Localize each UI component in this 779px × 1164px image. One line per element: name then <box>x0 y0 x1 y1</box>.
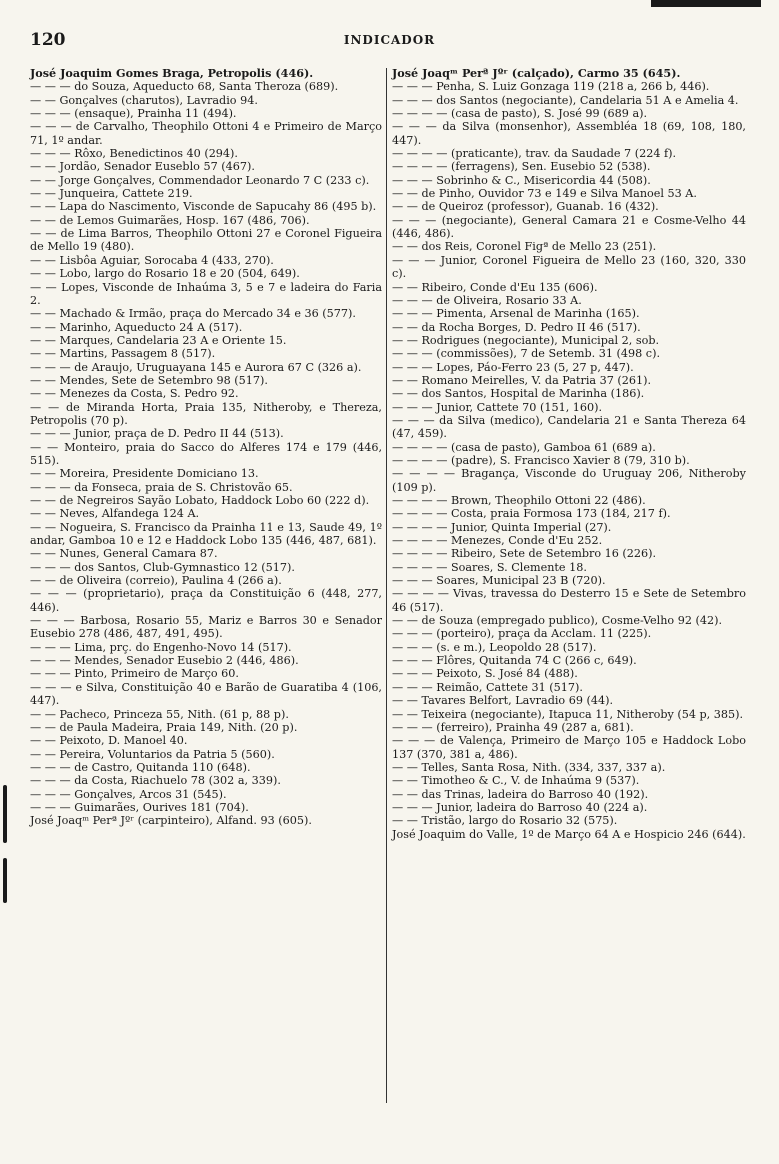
directory-entry: — — — — (praticante), trav. da Saudade 7 (224 f). <box>392 147 677 161</box>
directory-entry: — — — da Silva (medico), Candelaria 21 e Santa Thereza 64 (47, 459). <box>392 413 746 441</box>
directory-entry: — — Jordão, Senador Euseblo 57 (467). <box>30 160 255 174</box>
directory-entry: — — — (proprietario), praça da Constituição 6 (448, 277, 446). <box>30 587 382 614</box>
directory-entry: — — Gonçalves (charutos), Lavradio 94. <box>30 93 258 107</box>
directory-entry: — — — — (ferragens), Sen. Eusebio 52 (538). <box>392 160 651 174</box>
directory-entry: — — Junqueira, Cattete 219. <box>30 187 193 201</box>
directory-entry: — — — dos Santos (negociante), Candelaria 51 A e Amelia 4. <box>392 93 739 107</box>
directory-entry: — — da Rocha Borges, D. Pedro II 46 (517). <box>392 320 641 334</box>
directory-entry: — — — Soares, Municipal 23 B (720). <box>392 574 606 588</box>
directory-entry: — — — Mendes, Senador Eusebio 2 (446, 486). <box>30 654 299 668</box>
directory-entry: — — — e Silva, Constituição 40 e Barão de Guaratiba 4 (106, 447). <box>30 680 382 708</box>
directory-entry: — — de Miranda Horta, Praia 135, Nitheroby, e Thereza, Petropolis (70 p). <box>30 400 382 427</box>
directory-entry: — — — Lopes, Páo-Ferro 23 (5, 27 p, 447). <box>392 360 634 374</box>
directory-entry: — — Pereira, Voluntarios da Patria 5 (560). <box>30 747 275 761</box>
directory-entry: — — — — Brown, Theophilo Ottoni 22 (486). <box>392 494 646 507</box>
directory-entry: — — Lapa do Nascimento, Visconde de Sapucahy 86 (495 b). <box>30 200 377 214</box>
directory-entry: — — de Lima Barros, Theophilo Ottoni 27 e Coronel Figueira de Mello 19 (480). <box>30 227 382 254</box>
directory-entry: — — — da Silva (monsenhor), Assembléa 18 (69, 108, 180, 447). <box>392 120 746 147</box>
directory-entry: — — — — Soares, S. Clemente 18. <box>392 560 587 574</box>
directory-entry: — — de Oliveira (correio), Paulina 4 (266 a). <box>30 574 282 588</box>
directory-entry: — — de Paula Madeira, Praia 149, Nith. (20 p). <box>30 720 298 734</box>
right-column <box>392 67 746 841</box>
directory-entry: — — — Sobrinho & C., Misericordia 44 (508). <box>392 173 651 187</box>
directory-entry: — — — Peixoto, S. José 84 (488). <box>392 667 578 681</box>
directory-entry: — — dos Santos, Hospital de Marinha (186). <box>392 387 645 401</box>
directory-entry: — — Lobo, largo do Rosario 18 e 20 (504, 649). <box>30 267 300 281</box>
directory-entry: — — — (s. e m.), Leopoldo 28 (517). <box>392 640 597 654</box>
top-edge-rule <box>651 0 761 7</box>
directory-entry: José Joaquim do Valle, 1º de Março 64 A e Hospicio 246 (644). <box>392 827 746 841</box>
directory-entry: — — Teixeira (negociante), Itapuca 11, Nitheroby (54 p, 385). <box>392 707 744 721</box>
directory-entry: — — — Reimão, Cattete 31 (517). <box>392 680 583 694</box>
directory-entry: — — das Trinas, ladeira do Barroso 40 (192). <box>392 787 649 801</box>
directory-entry: — — Nogueira, S. Francisco da Prainha 11 e 13, Saude 49, 1º andar, Gamboa 10 e 12 e Haddock Lobo 135 (446, 487, 681). <box>30 520 382 548</box>
directory-entry: — — — — Bragança, Visconde do Uruguay 206, Nitheroby (109 p). <box>392 467 746 494</box>
directory-entry: — — — — Junior, Quinta Imperial (27). <box>392 520 612 534</box>
directory-entry: — — — da Fonseca, praia de S. Christovão 65. <box>30 480 293 494</box>
directory-entry: — — Marques, Candelaria 23 A e Oriente 15. <box>30 333 287 347</box>
directory-entry: — — — — (padre), S. Francisco Xavier 8 (79, 310 b). <box>392 453 690 467</box>
directory-entry: — — Moreira, Presidente Domiciano 13. <box>30 467 259 481</box>
directory-entry: — — — Junior, praça de D. Pedro II 44 (513). <box>30 427 284 441</box>
directory-entry: — — de Pinho, Ouvidor 73 e 149 e Silva Manoel 53 A. <box>392 187 697 201</box>
directory-entry: — — Peixoto, D. Manoel 40. <box>30 734 188 748</box>
directory-entry: — — — dos Santos, Club-Gymnastico 12 (517). <box>30 560 295 574</box>
directory-entry: — — — Rôxo, Benedictinos 40 (294). <box>30 147 238 161</box>
directory-entry: — — — — Ribeiro, Sete de Setembro 16 (226). <box>392 547 657 561</box>
directory-entry: — — Marinho, Aqueducto 24 A (517). <box>30 320 243 334</box>
directory-entry: — — — (ferreiro), Prainha 49 (287 a, 681). <box>392 720 634 734</box>
directory-entry: — — — Guimarães, Ourives 181 (704). <box>30 800 249 814</box>
directory-entry: — — Jorge Gonçalves, Commendador Leonardo 7 C (233 c). <box>30 173 370 187</box>
directory-entry: — — Martins, Passagem 8 (517). <box>30 347 216 361</box>
directory-entry: José Joaqᵐ Perª Jºʳ (carpinteiro), Alfand. 93 (605). <box>30 814 312 828</box>
directory-entry: — — Tristão, largo do Rosario 32 (575). <box>392 814 618 828</box>
directory-entry: — — — Gonçalves, Arcos 31 (545). <box>30 787 227 801</box>
directory-entry: José Joaquim Gomes Braga, Petropolis (446). <box>30 66 314 80</box>
directory-entry: — — de Negreiros Sayão Lobato, Haddock Lobo 60 (222 d). <box>30 494 370 507</box>
directory-entry: — — Tavares Belfort, Lavradio 69 (44). <box>392 694 614 708</box>
directory-entry: — — — de Carvalho, Theophilo Ottoni 4 e Primeiro de Março 71, 1º andar. <box>30 120 382 147</box>
column-divider <box>386 68 387 1103</box>
directory-entry: — — — (ensaque), Prainha 11 (494). <box>30 107 237 121</box>
directory-entry: — — — de Castro, Quitanda 110 (648). <box>30 760 251 774</box>
directory-entry: — — — (porteiro), praça da Acclam. 11 (225). <box>392 627 652 641</box>
directory-entry: — — — — (casa de pasto), S. José 99 (689 a). <box>392 107 648 121</box>
margin-bracket-mark <box>3 785 7 843</box>
directory-entry: — — — Flôres, Quitanda 74 C (266 c, 649). <box>392 654 637 668</box>
directory-entry: — — Menezes da Costa, S. Pedro 92. <box>30 387 239 401</box>
directory-entry: — — — — Menezes, Conde d'Eu 252. <box>392 534 603 548</box>
directory-entry: — — — Lima, prç. do Engenho-Novo 14 (517). <box>30 640 292 654</box>
directory-entry: — — — do Souza, Aqueducto 68, Santa Theroza (689). <box>30 80 339 94</box>
directory-entry: — — — — Costa, praia Formosa 173 (184, 217 f). <box>392 507 671 521</box>
directory-entry: — — — da Costa, Riachuelo 78 (302 a, 339). <box>30 774 281 788</box>
directory-entry: — — — de Araujo, Uruguayana 145 e Aurora 67 C (326 a). <box>30 360 362 374</box>
page-header <box>30 30 749 50</box>
left-column <box>30 67 382 828</box>
directory-entry: — — Lisbôa Aguiar, Sorocaba 4 (433, 270). <box>30 253 274 267</box>
directory-entry: — — Mendes, Sete de Setembro 98 (517). <box>30 373 268 387</box>
margin-bracket-mark <box>3 858 7 903</box>
directory-entry: — — — (negociante), General Camara 21 e Cosme-Velho 44 (446, 486). <box>392 213 746 241</box>
directory-entry: — — Monteiro, praia do Sacco do Alferes 174 e 179 (446, 515). <box>30 440 382 467</box>
directory-entry: — — — de Oliveira, Rosario 33 A. <box>392 293 582 307</box>
directory-entry: — — — — (casa de pasto), Gamboa 61 (689 a). <box>392 440 656 454</box>
directory-entry: — — — Junior, Cattete 70 (151, 160). <box>392 400 603 414</box>
directory-entry: — — — — Vivas, travessa do Desterro 15 e Sete de Setembro 46 (517). <box>392 587 746 614</box>
directory-entry: — — Pacheco, Princeza 55, Nith. (61 p, 88 p). <box>30 707 289 721</box>
running-head: INDICADOR <box>343 33 436 47</box>
directory-entry: — — — Junior, Coronel Figueira de Mello 23 (160, 320, 330 c). <box>392 253 746 281</box>
directory-entry: — — — Pinto, Primeiro de Março 60. <box>30 667 239 681</box>
directory-entry: — — Lopes, Visconde de Inhaúma 3, 5 e 7 e ladeira do Faria 2. <box>30 280 382 307</box>
directory-entry: — — Neves, Alfandega 124 A. <box>30 507 200 521</box>
directory-entry: — — Timotheo & C., V. de Inhaúma 9 (537). <box>392 774 640 788</box>
directory-entry: — — — Junior, ladeira do Barroso 40 (224 a). <box>392 800 648 814</box>
directory-entry: — — Machado & Irmão, praça do Mercado 34 e 36 (577). <box>30 307 356 321</box>
directory-entry: — — Romano Meirelles, V. da Patria 37 (261). <box>392 373 652 387</box>
directory-entry: — — Rodrigues (negociante), Municipal 2, sob. <box>392 333 660 347</box>
page-number: 120 <box>30 30 66 50</box>
directory-entry: — — Ribeiro, Conde d'Eu 135 (606). <box>392 280 598 294</box>
directory-entry: — — Telles, Santa Rosa, Nith. (334, 337, 337 a). <box>392 760 666 774</box>
directory-entry: José Joaqᵐ Perª Jºʳ (calçado), Carmo 35 (645). <box>392 66 681 80</box>
directory-entry: — — — Penha, S. Luiz Gonzaga 119 (218 a, 266 b, 446). <box>392 80 710 94</box>
directory-entry: — — de Souza (empregado publico), Cosme-Velho 92 (42). <box>392 614 723 628</box>
directory-entry: — — Nunes, General Camara 87. <box>30 547 218 561</box>
directory-entry: — — de Queiroz (professor), Guanab. 16 (432). <box>392 200 659 214</box>
directory-entry: — — — (commissões), 7 de Setemb. 31 (498 c). <box>392 347 660 361</box>
directory-entry: — — dos Reis, Coronel Figª de Mello 23 (251). <box>392 240 657 254</box>
directory-entry: — — — Pimenta, Arsenal de Marinha (165). <box>392 307 640 321</box>
directory-entry: — — de Lemos Guimarães, Hosp. 167 (486, 706). <box>30 213 310 227</box>
directory-entry: — — — Barbosa, Rosario 55, Mariz e Barros 30 e Senador Eusebio 278 (486, 487, 491, 495). <box>30 614 382 641</box>
directory-entry: — — — de Valença, Primeiro de Março 105 e Haddock Lobo 137 (370, 381 a, 486). <box>392 734 746 761</box>
